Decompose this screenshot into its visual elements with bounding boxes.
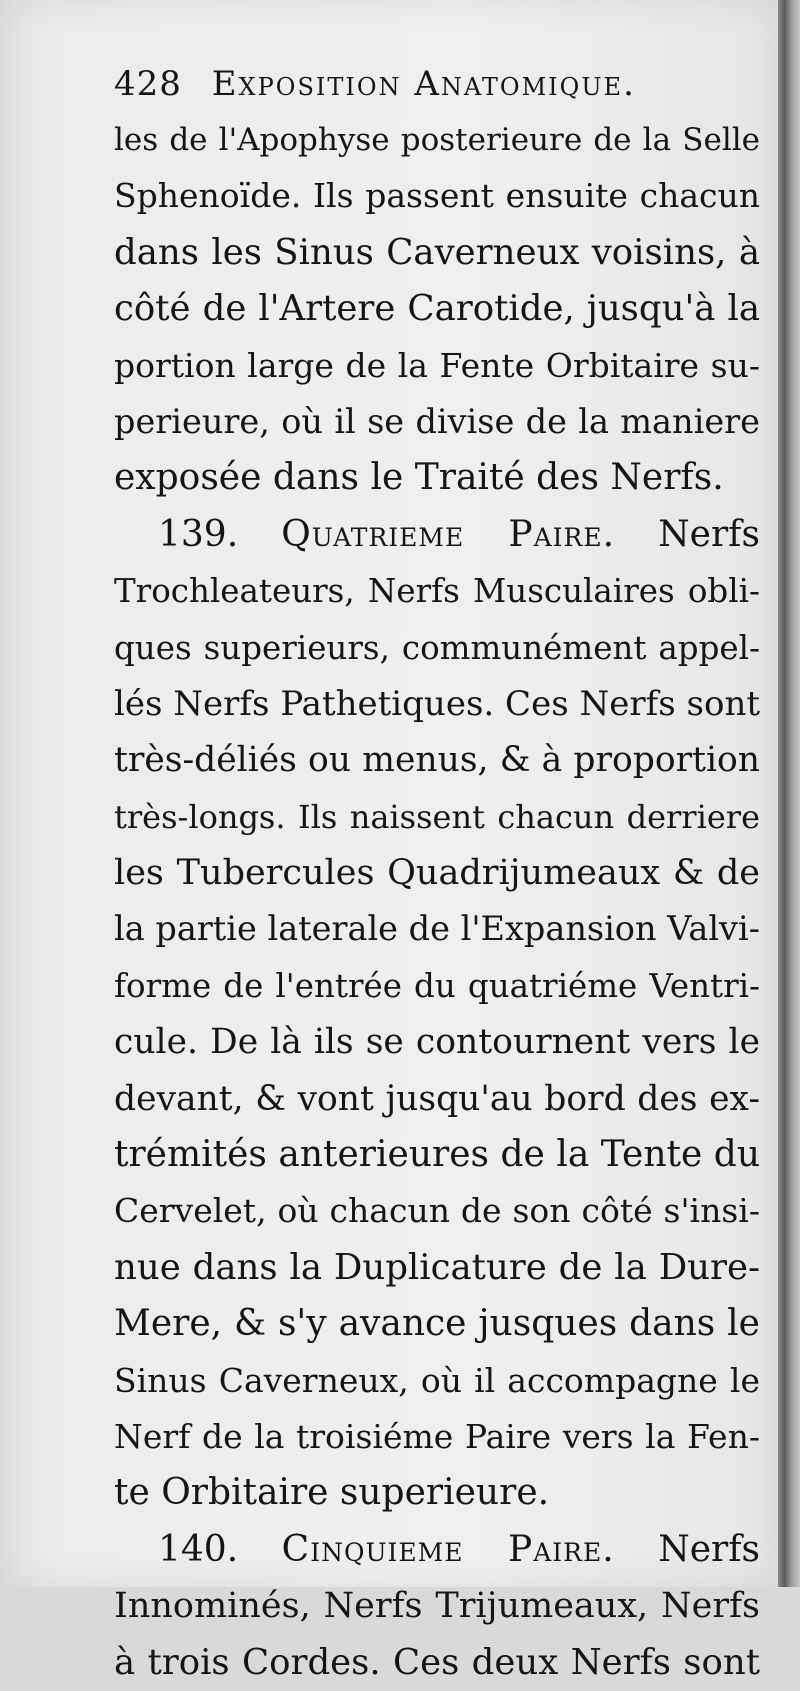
text-line: lés Nerfs Pathetiques. Ces Nerfs sont xyxy=(114,683,760,724)
section-heading: Quatrieme Paire. xyxy=(281,513,616,555)
text-line: très-déliés ou menus, & à proportion xyxy=(114,740,760,781)
text-line: nue dans la Duplicature de la Dure- xyxy=(114,1246,760,1288)
text-line: perieure, où il se divise de la maniere xyxy=(114,401,760,441)
text-line: Trochleateurs, Nerfs Musculaires obli- xyxy=(114,572,760,611)
section-140 xyxy=(114,1522,760,1691)
text-line: Sphenoïde. Ils passent ensuite chacun xyxy=(114,176,760,216)
text-line: les Tubercules Quadrijumeaux & de xyxy=(114,853,760,894)
running-head xyxy=(114,56,760,112)
text-line: ques superieurs, communément appel- xyxy=(114,628,760,667)
section-heading-line xyxy=(114,1522,760,1578)
text-line: exposée dans le Traité des Nerfs. xyxy=(114,457,724,499)
text-line: côté de l'Artere Carotide, jusqu'à la xyxy=(114,288,760,330)
text-line: portion large de la Fente Orbitaire su- xyxy=(114,345,760,385)
text-line: Nerfs xyxy=(658,513,760,555)
text-line: Cervelet, où chacun de son côté s'insi- xyxy=(114,1191,760,1231)
text-line: très-longs. Ils naissent chacun derriere xyxy=(114,797,760,836)
text-line: Nerf de la troisiéme Paire vers la Fen- xyxy=(114,1416,760,1456)
section-heading: Cinquieme Paire. xyxy=(281,1528,615,1570)
section-heading-line xyxy=(114,507,760,563)
page-edge-shadow xyxy=(778,0,800,1587)
text-line: trémités anterieures de la Tente du xyxy=(114,1134,760,1176)
text-line: dans les Sinus Caverneux voisins, à xyxy=(114,231,760,273)
paragraph-continuation xyxy=(114,112,760,507)
section-number: 139. xyxy=(158,513,239,555)
text-line: Sinus Caverneux, où il accompagne le xyxy=(114,1360,760,1400)
text-line: Mere, & s'y avance jusques dans le xyxy=(114,1303,760,1345)
text-line: la partie laterale de l'Expansion Valvi- xyxy=(114,909,760,949)
page-number: 428 xyxy=(114,64,182,104)
text-line: les de l'Apophyse posterieure de la Selle xyxy=(114,122,760,158)
page-text-block xyxy=(114,56,760,1691)
text-line: cule. De là ils se contournent vers le xyxy=(114,1022,760,1063)
text-line: Innominés, Nerfs Trijumeaux, Nerfs xyxy=(114,1586,760,1627)
section-number: 140. xyxy=(158,1528,239,1570)
text-line: à trois Cordes. Ces deux Nerfs sont xyxy=(114,1641,760,1683)
text-line: te Orbitaire superieure. xyxy=(114,1472,550,1514)
running-title: Exposition Anatomique. xyxy=(211,64,636,104)
text-line: devant, & vont jusqu'au bord des ex- xyxy=(114,1078,760,1119)
text-line: forme de l'entrée du quatriéme Ventri- xyxy=(114,966,760,1005)
section-139 xyxy=(114,507,760,1522)
text-line: Nerfs xyxy=(658,1528,760,1570)
